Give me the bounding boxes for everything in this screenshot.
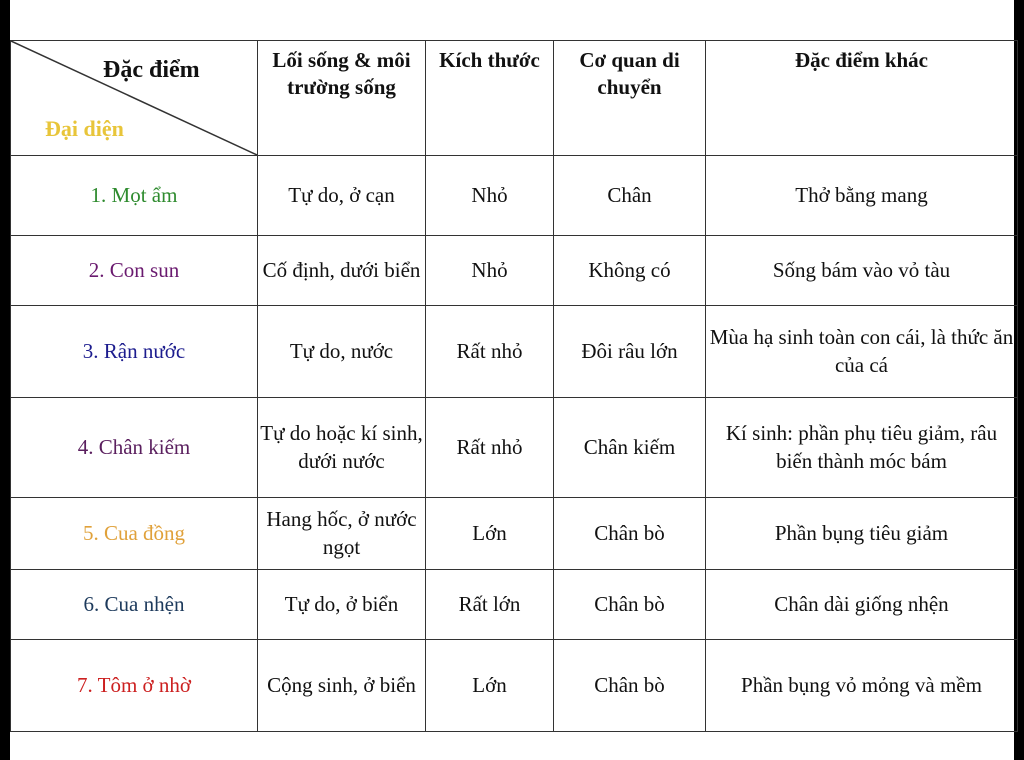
other-cell: Chân dài giống nhện: [706, 570, 1018, 640]
table-row: [11, 640, 1018, 732]
representative-name: 6. Cua nhện: [83, 591, 185, 616]
header-other: Đặc điểm khác: [706, 41, 1018, 156]
other-cell: Sống bám vào vỏ tàu: [706, 236, 1018, 306]
movement-cell: Chân kiếm: [554, 398, 706, 498]
representative-cell: [11, 570, 258, 640]
size-cell: Lớn: [426, 498, 554, 570]
movement-cell: Chân bò: [554, 570, 706, 640]
header-size: Kích thước: [426, 41, 554, 156]
representative-cell: [11, 498, 258, 570]
representative-name: 7. Tôm ở nhờ: [77, 672, 191, 697]
size-cell: Rất lớn: [426, 570, 554, 640]
representative-cell: [11, 640, 258, 732]
table-row: [11, 236, 1018, 306]
movement-cell: Chân: [554, 156, 706, 236]
other-cell: Mùa hạ sinh toàn con cái, là thức ăn của cá: [706, 306, 1018, 398]
size-cell: Lớn: [426, 640, 554, 732]
representative-name: 2. Con sun: [88, 257, 180, 282]
size-cell: Rất nhỏ: [426, 398, 554, 498]
representative-name: 5. Cua đồng: [82, 520, 186, 545]
lifestyle-cell: Hang hốc, ở nước ngọt: [258, 498, 426, 570]
representative-cell: [11, 398, 258, 498]
other-cell: Phần bụng vỏ mỏng và mềm: [706, 640, 1018, 732]
representative-name: 4. Chân kiếm: [77, 434, 191, 459]
corner-header-cell: [11, 41, 258, 156]
representative-cell: [11, 306, 258, 398]
other-cell: Kí sinh: phần phụ tiêu giảm, râu biến thành móc bám: [706, 398, 1018, 498]
lifestyle-cell: Tự do hoặc kí sinh, dưới nước: [258, 398, 426, 498]
movement-cell: Chân bò: [554, 498, 706, 570]
header-row: [11, 41, 1018, 156]
representative-cell: [11, 236, 258, 306]
lifestyle-cell: Tự do, ở cạn: [258, 156, 426, 236]
size-cell: Nhỏ: [426, 156, 554, 236]
representative-cell: [11, 156, 258, 236]
size-cell: Rất nhỏ: [426, 306, 554, 398]
movement-cell: Chân bò: [554, 640, 706, 732]
representative-name: 3. Rận nước: [82, 338, 186, 363]
lifestyle-cell: Tự do, ở biển: [258, 570, 426, 640]
other-cell: Phần bụng tiêu giảm: [706, 498, 1018, 570]
header-lifestyle: Lối sống & môi trường sống: [258, 41, 426, 156]
crustacean-comparison-table: [10, 40, 1018, 732]
movement-cell: Đôi râu lớn: [554, 306, 706, 398]
corner-top-label: Đặc điểm: [103, 57, 200, 83]
size-cell: Nhỏ: [426, 236, 554, 306]
table-row: [11, 398, 1018, 498]
corner-bottom-label: Đại diện: [45, 116, 124, 141]
header-movement: Cơ quan di chuyển: [554, 41, 706, 156]
representative-name: 1. Mọt ẩm: [90, 182, 178, 207]
movement-cell: Không có: [554, 236, 706, 306]
table-row: [11, 306, 1018, 398]
lifestyle-cell: Cố định, dưới biển: [258, 236, 426, 306]
other-cell: Thở bằng mang: [706, 156, 1018, 236]
lifestyle-cell: Tự do, nước: [258, 306, 426, 398]
lifestyle-cell: Cộng sinh, ở biển: [258, 640, 426, 732]
table-row: [11, 570, 1018, 640]
left-border-bar: [0, 0, 10, 760]
table-row: [11, 156, 1018, 236]
table-row: [11, 498, 1018, 570]
